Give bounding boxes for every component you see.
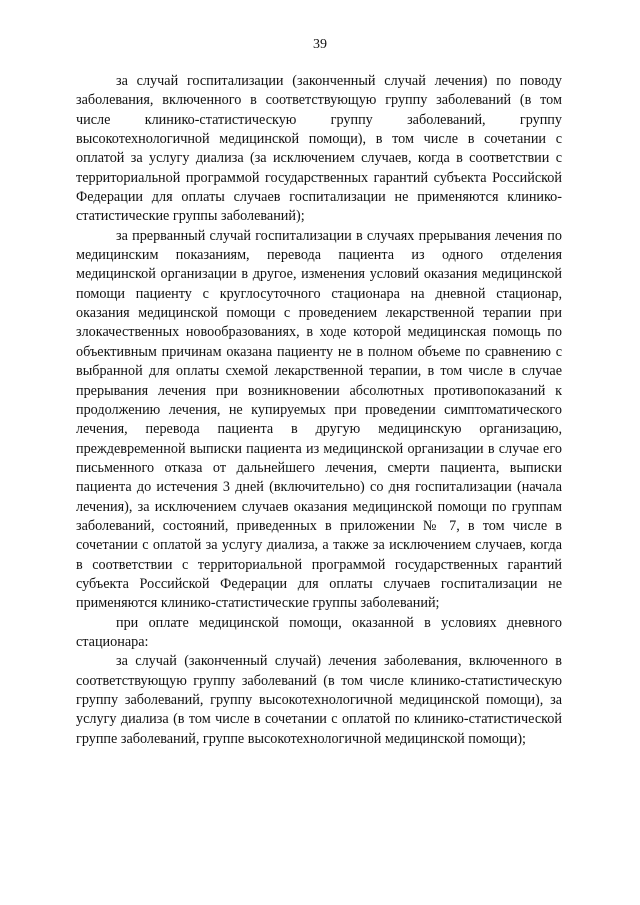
page-number: 39: [313, 37, 327, 52]
document-body: [76, 72, 562, 749]
paragraph-day-hospital-intro: при оплате медицинской помощи, оказанной в условиях дневного стационара:: [76, 614, 562, 650]
paragraph-hospitalization-case: за случай госпитализации (законченный случай лечения) по поводу заболевания, включенного в соответствующую группу заболеваний (в том числе клинико-статистическую группу заболеваний, группу высокотехнологичной медицинской помощи), в том числе в сочетании с оплатой за услугу диализа (за исключением случаев, когда в соответствии с территориальной программой государственных гарантий субъекта Российской Федерации для оплаты случаев госпитализации не применяются клинико-статистические группы заболеваний);: [76, 73, 562, 225]
paragraph-interrupted-case: за прерванный случай госпитализации в случаях прерывания лечения по медицинским показаниям, перевода пациента из одного отделения медицинской организации в другое, изменения условий оказания медицинской помощи пациенту с круглосуточного стационара на дневной стационар, оказания медицинской помощи с проведением лекарственной терапии при злокачественных новообразованиях, в ходе которой медицинская помощь по объективным причинам оказана пациенту не в полном объеме по сравнению с выбранной для оплаты схемой лекарственной терапии, в том числе в случае прерывания лечения при возникновении абсолютных противопоказаний к продолжению лечения, не купируемых при проведении симптоматического лечения, перевода пациента в другую медицинскую организацию, преждевременной выписки пациента из медицинской организации в случае его письменного отказа от дальнейшего лечения, смерти пациента, выписки пациента до истечения 3 дней (включительно) со дня госпитализации (начала лечения), за исключением случаев оказания медицинской помощи по группам заболеваний, состояний, приведенных в приложении № 7, в том числе в сочетании с оплатой за услугу диализа, а также за исключением случаев, когда в соответствии с территориальной программой государственных гарантий субъекта Российской Федерации для оплаты случаев госпитализации не применяются клинико-статистические группы заболеваний;: [76, 227, 562, 612]
paragraph-day-hospital-case: за случай (законченный случай) лечения заболевания, включенного в соответствующую группу заболеваний (в том числе клинико-статистическую группу заболеваний, группу высокотехнологичной медицинской помощи), за услугу диализа (в том числе в сочетании с оплатой по клинико-статистической группе заболеваний, группе высокотехнологичной медицинской помощи);: [76, 653, 562, 747]
